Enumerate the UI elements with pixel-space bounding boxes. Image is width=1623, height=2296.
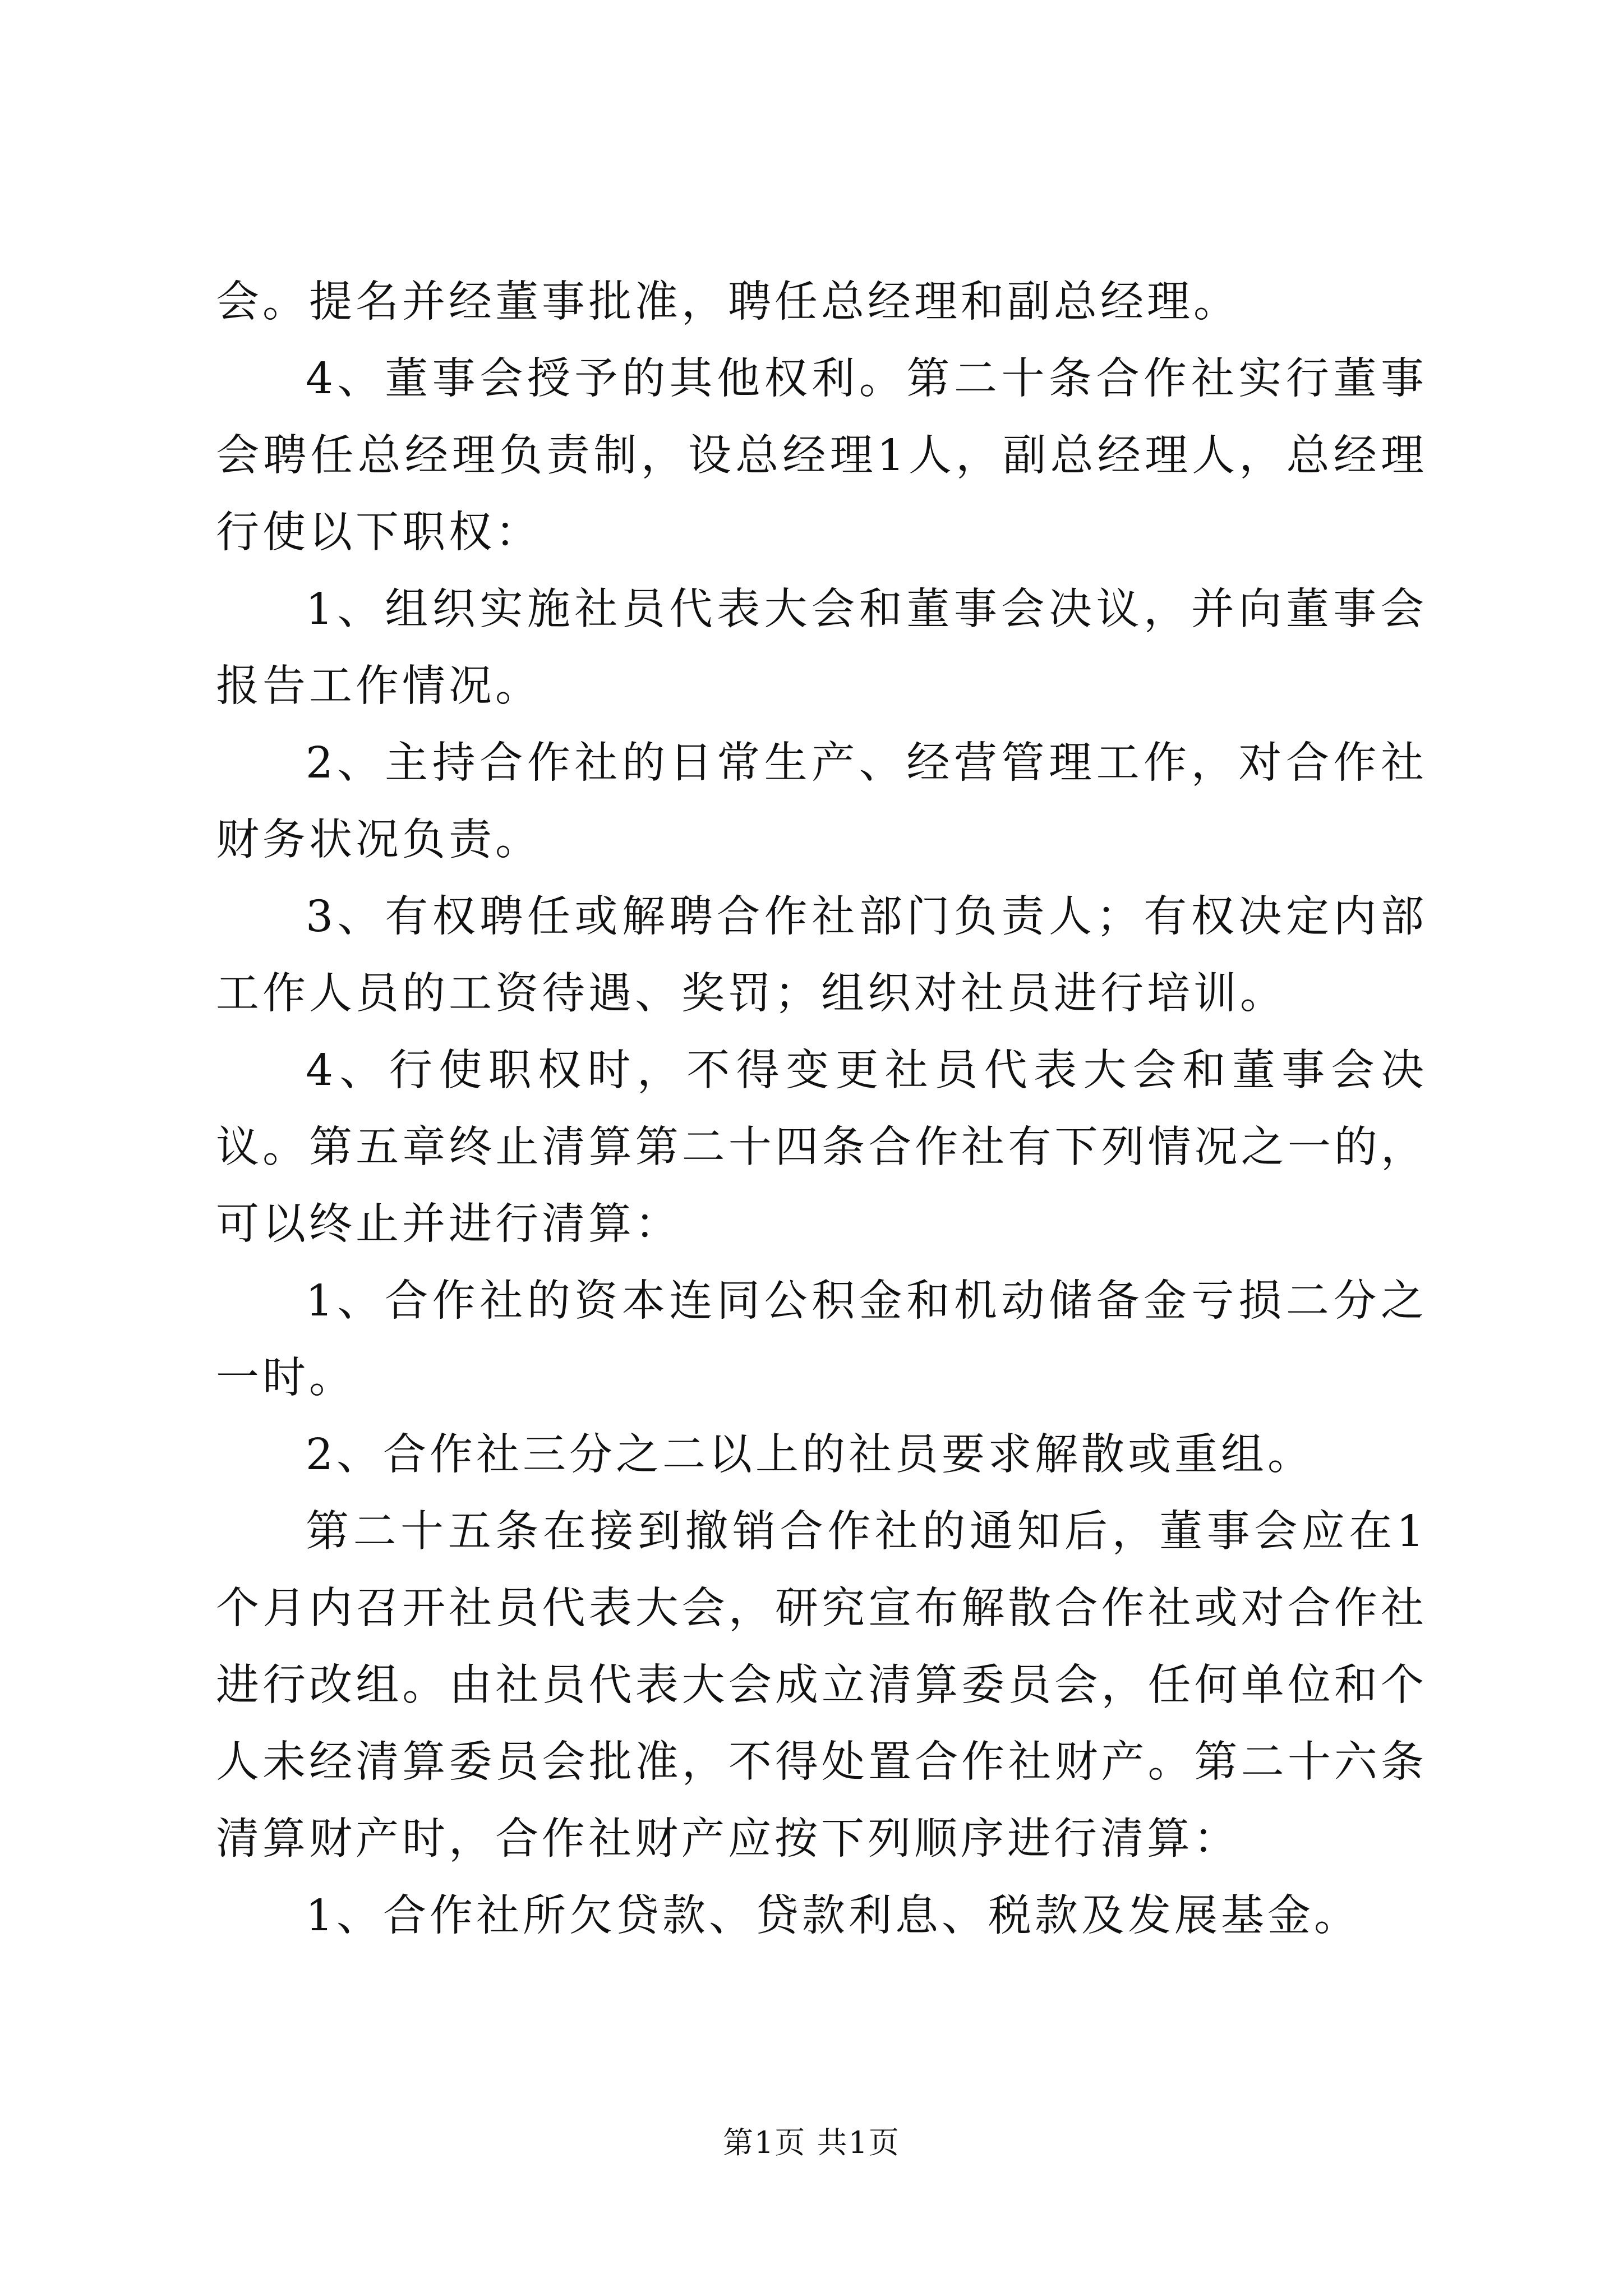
paragraph: 4、董事会授予的其他权利。第二十条合作社实行董事会聘任总经理负责制，设总经理1人，副总经理人，总经理行使以下职权： (216, 354, 1427, 558)
page-footer (0, 2123, 1623, 2162)
paragraph: 1、合作社所欠贷款、贷款利息、税款及发展基金。 (306, 1891, 1361, 1941)
page-number-label: 第1页 共1页 (723, 2125, 900, 2160)
paragraph: 1、合作社的资本连同公积金和机动储备金亏损二分之一时。 (216, 1276, 1427, 1403)
document-body (216, 264, 1427, 1954)
paragraph: 会。提名并经董事批准，聘任总经理和副总经理。 (216, 277, 1240, 327)
paragraph: 2、主持合作社的日常生产、经营管理工作，对合作社财务状况负责。 (216, 738, 1427, 865)
paragraph: 3、有权聘任或解聘合作社部门负责人；有权决定内部工作人员的工资待遇、奖罚；组织对社员进行培训。 (216, 892, 1427, 1019)
paragraph: 第二十五条在接到撤销合作社的通知后，董事会应在1个月内召开社员代表大会，研究宣布解散合作社或对合作社进行改组。由社员代表大会成立清算委员会，任何单位和个人未经清算委员会批准，不得处置合作社财产。第二十六条清算财产时，合作社财产应按下列顺序进行清算： (216, 1507, 1427, 1864)
paragraph: 4、行使职权时，不得变更社员代表大会和董事会决议。第五章终止清算第二十四条合作社有下列情况之一的，可以终止并进行清算： (216, 1046, 1427, 1249)
paragraph: 2、合作社三分之二以上的社员要求解散或重组。 (306, 1430, 1314, 1480)
paragraph: 1、组织实施社员代表大会和董事会决议，并向董事会报告工作情况。 (216, 585, 1427, 711)
